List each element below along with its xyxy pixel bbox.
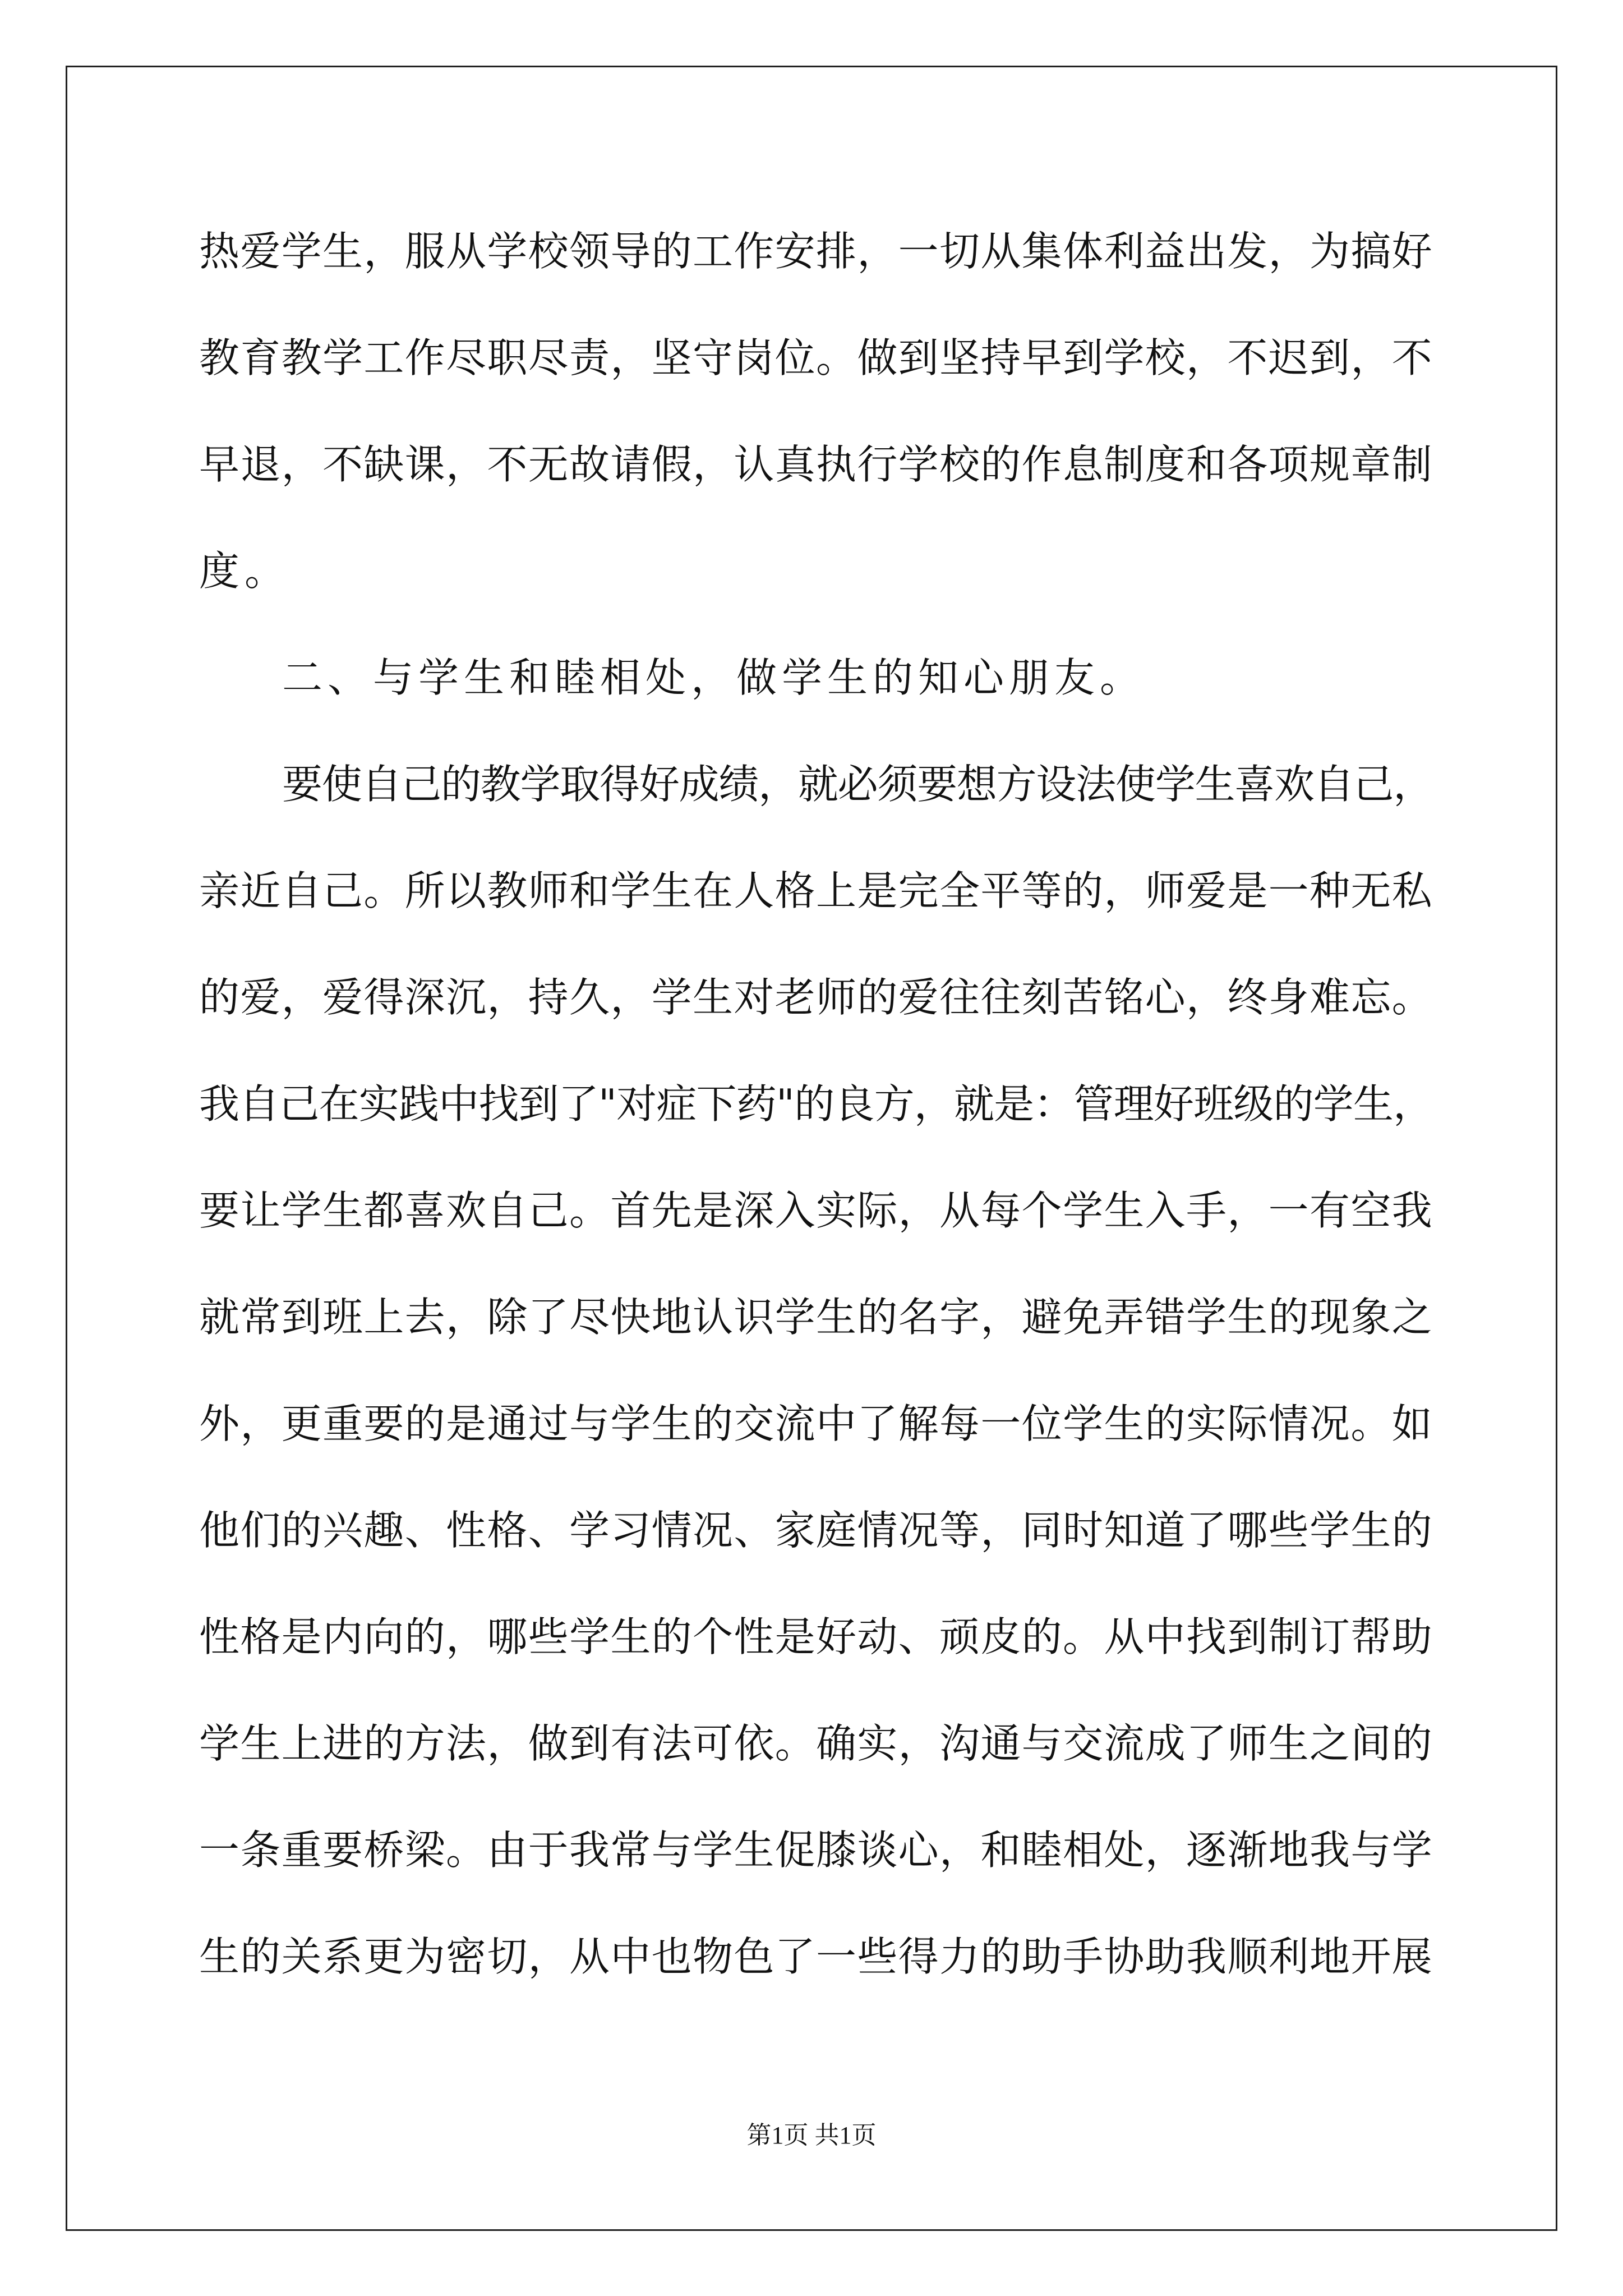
text-line: 要让学生都喜欢自己。首先是深入实际，从每个学生入手，一有空我: [199, 1187, 1433, 1234]
text-line: 学生上进的方法，做到有法可依。确实，沟通与交流成了师生之间的: [199, 1720, 1433, 1767]
text-line: 他们的兴趣、性格、学习情况、家庭情况等，同时知道了哪些学生的: [199, 1507, 1433, 1554]
text-line: 的爱，爱得深沉，持久，学生对老师的爱往往刻苦铭心，终身难忘。: [199, 974, 1433, 1021]
section-heading: 二、与学生和睦相处，做学生的知心朋友。: [282, 654, 1146, 701]
paragraph-first-line: 要使自己的教学取得好成绩，就必须要想方设法使学生喜欢自己，: [282, 761, 1433, 808]
text-line: 亲近自己。所以教师和学生在人格上是完全平等的，师爱是一种无私: [199, 867, 1433, 914]
text-line: 一条重要桥梁。由于我常与学生促膝谈心，和睦相处，逐渐地我与学: [199, 1826, 1433, 1874]
text-line: 就常到班上去，除了尽快地认识学生的名字，避免弄错学生的现象之: [199, 1294, 1433, 1341]
text-line: 教育教学工作尽职尽责，坚守岗位。做到坚持早到学校，不迟到，不: [199, 334, 1433, 381]
text-line: 早退，不缺课，不无故请假，认真执行学校的作息制度和各项规章制: [199, 441, 1433, 488]
text-line: 度。: [199, 547, 291, 595]
text-line: 外，更重要的是通过与学生的交流中了解每一位学生的实际情况。如: [199, 1400, 1433, 1447]
page-number-footer: 第1页 共1页: [746, 2122, 877, 2149]
text-line: 生的关系更为密切，从中也物色了一些得力的助手协助我顺利地开展: [199, 1933, 1433, 1980]
text-line: 热爱学生，服从学校领导的工作安排，一切从集体利益出发，为搞好: [199, 228, 1433, 275]
text-line: 我自己在实践中找到了"对症下药"的良方，就是：管理好班级的学生，: [199, 1080, 1433, 1128]
text-line: 性格是内向的，哪些学生的个性是好动、顽皮的。从中找到制订帮助: [199, 1613, 1433, 1660]
